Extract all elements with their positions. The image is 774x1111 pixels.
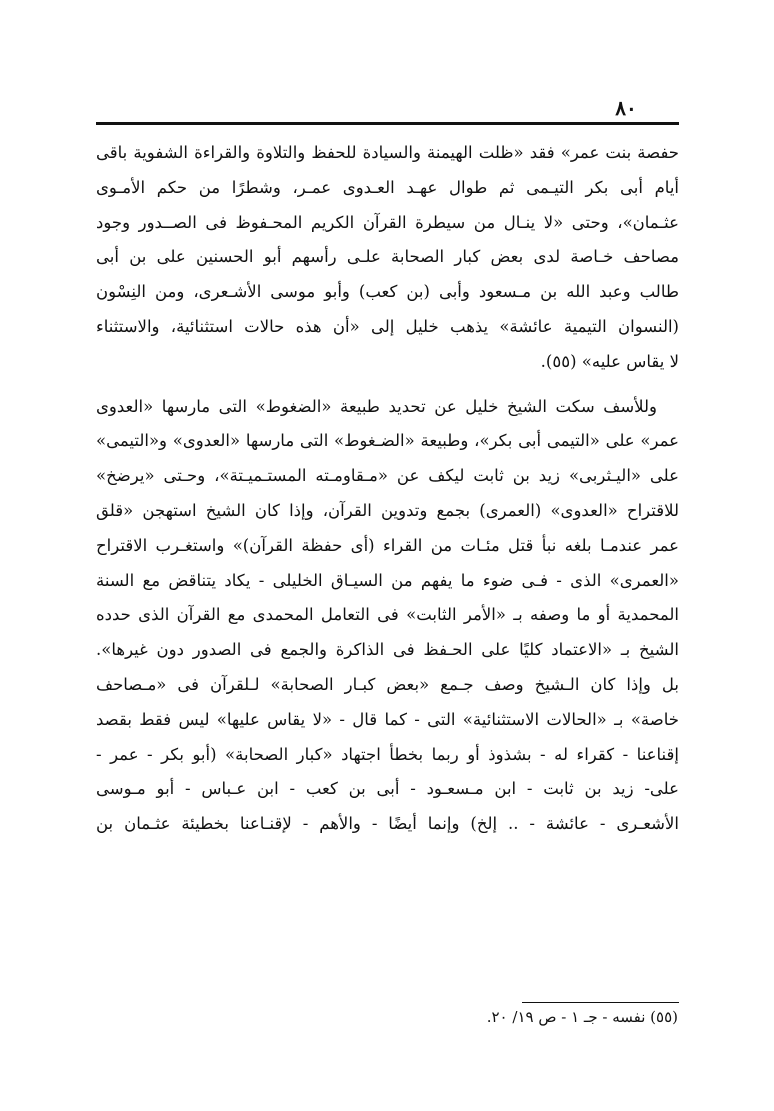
footnote: (٥٥) نفسه - جـ ١ - ص ١٩/ ٢٠. [486,1008,678,1026]
text-line: إقناعنا - كقراء له - بشذوذ أو ربما بخطأ اجتهاد «كبار الصحابة» (أبو بكر - عمر - [96,744,679,764]
footnote-rule [522,1002,679,1003]
text-line: الأشعـرى - عائشة - .. إلخ) وإنما أيضًا - والأهم - لإقنـاعنا بخطيئة عثـمان بن [96,814,679,834]
text-line: (النسوان التيمية عائشة» يذهب خليل إلى «أن هذه حالات استثنائية، والاستثناء [96,316,679,336]
text-line: على «اليـثربى» زيد بن ثابت ليكف عن «مـقاومـته المستـميـتة»، وحـتى «يرضخ» [96,466,679,486]
text-line: «العمرى» الذى - فـى ضوء ما يفهم من السيـاق الخليلى - يكاد يتناقض مع السنة [96,570,679,590]
body-text [96,136,679,842]
page-number: ٨٠ [615,96,637,120]
paragraph-2 [96,390,679,842]
text-line: بل وإذا كان الـشيخ وصف جـمع «بعض كبـار الصحابة» لـلقرآن فى «مـصاحف [96,674,679,694]
text-line: عمر عندمـا بلغه نبأ قتل مئـات من القراء (أى حفظة القرآن)» واستغـرب الاقتراح [96,535,679,555]
text-line: مصاحف خـاصة لدى بعض كبار الصحابة علـى رأسهم أبو الحسنين على بن أبى [96,247,679,267]
text-line: عثـمان»، وحتى «لا ينـال من سيطرة القرآن الكريم المحـفوظ فى الصــدور وجود [96,212,679,232]
text-line: الشيخ بـ «الاعتماد كليًا على الحـفظ فى الذاكرة والجمع فى الصدور دون غيرها». [96,640,679,660]
text-line: على- زيد بن ثابت - ابن مـسعـود - أبى بن كعب - ابن عـباس - أبو مـوسى [96,779,679,799]
header-rule [96,122,679,125]
text-line: أيام أبى بكر التيـمى ثم طوال عهـد العـدوى عمـر، وشطرًا من حكم الأمـوى [96,177,679,197]
text-line: للاقتراح «العدوى» (العمرى) بجمع وتدوين القرآن، وإذا كان الشيخ استهجن «قلق [96,500,679,520]
paragraph-1 [96,136,679,380]
text-line: وللأسف سكت الشيخ خليل عن تحديد طبيعة «الضغوط» التى مارسها «العدوى [96,396,657,416]
text-line: لا يقاس عليه» (٥٥). [540,351,679,371]
text-line: المحمدية أو ما وصفه بـ «الأمر الثابت» فى التعامل المحمدى مع القرآن الذى حدده [96,605,679,625]
text-line: طالب وعبد الله بن مـسعود وأبى (بن كعب) وأبو موسى الأشـعرى، ومن النِسْون [96,282,679,302]
text-line: عمر» على «التيمى أبى بكر»، وطبيعة «الضـغوط» التى مارسها «العدوى» و«التيمى» [96,431,679,451]
text-line: حفصة بنت عمر» فقد «ظلت الهيمنة والسيادة للحفظ والتلاوة والقراءة الشفوية باقى [96,143,679,162]
text-line: خاصة» بـ «الحالات الاستثنائية» التى - كما قال - «لا يقاس عليها» ليس فقط بقصد [96,709,679,729]
